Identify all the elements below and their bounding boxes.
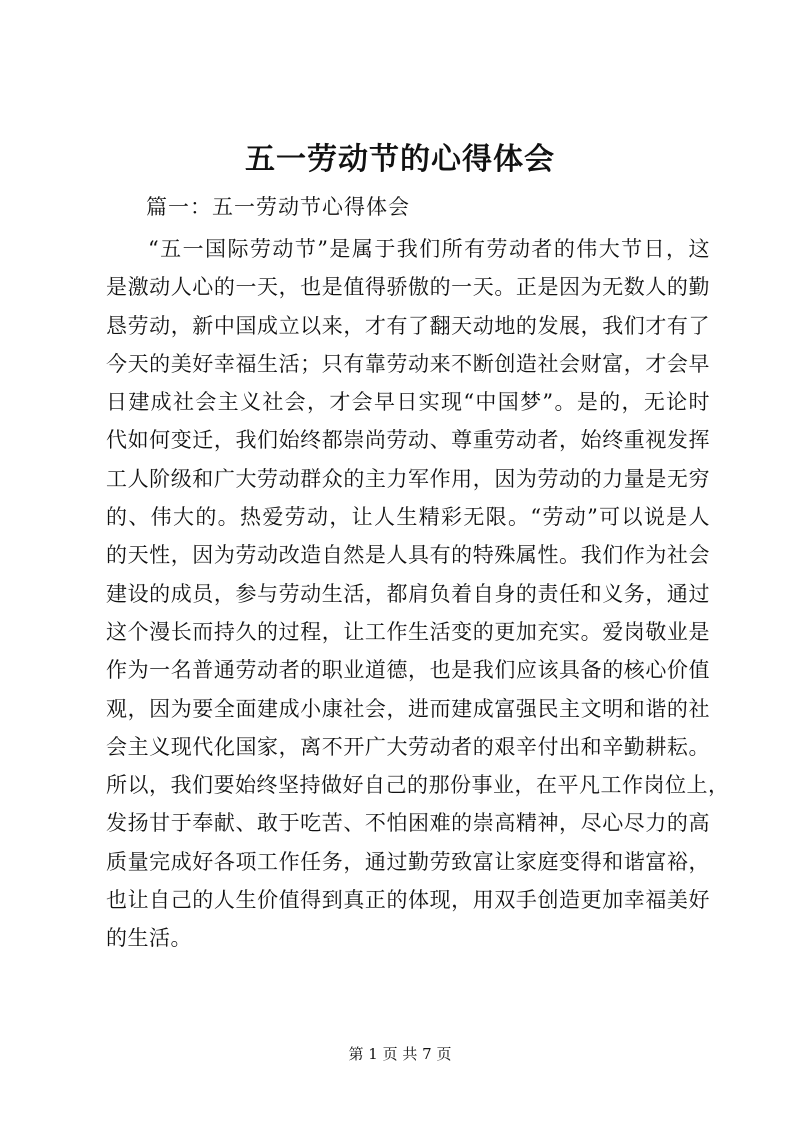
page-number-footer: 第 1 页 共 7 页: [348, 1045, 452, 1063]
section-heading: 篇一：五一劳动节心得体会: [146, 195, 410, 219]
paragraph-line: 也让自己的人生价值得到真正的体现，用双手创造更加幸福美好: [106, 888, 710, 913]
paragraph-line: 代如何变迁，我们始终都崇尚劳动、尊重劳动者，始终重视发挥: [106, 428, 710, 453]
paragraph-line: 工人阶级和广大劳动群众的主力军作用，因为劳动的力量是无穷: [106, 466, 710, 491]
body-paragraph: [106, 230, 730, 958]
paragraph-line: 是激动人心的一天，也是值得骄傲的一天。正是因为无数人的勤: [106, 275, 710, 300]
paragraph-line: 所以，我们要始终坚持做好自己的那份事业，在平凡工作岗位上，: [106, 773, 730, 798]
paragraph-line: 这个漫长而持久的过程，让工作生活变的更加充实。爱岗敬业是: [106, 619, 710, 644]
paragraph-line: 作为一名普通劳动者的职业道德，也是我们应该具备的核心价值: [106, 658, 710, 683]
paragraph-line: “五一国际劳动节”是属于我们所有劳动者的伟大节日，这: [148, 237, 710, 261]
paragraph-line: 的生活。: [106, 926, 192, 951]
paragraph-line: 今天的美好幸福生活；只有靠劳动来不断创造社会财富，才会早: [106, 351, 710, 376]
paragraph-line: 恳劳动，新中国成立以来，才有了翻天动地的发展，我们才有了: [106, 313, 710, 338]
paragraph-line: 的、伟大的。热爱劳动，让人生精彩无限。“劳动”可以说是人: [106, 505, 710, 530]
paragraph-line: 建设的成员，参与劳动生活，都肩负着自身的责任和义务，通过: [106, 581, 710, 606]
paragraph-line: 日建成社会主义社会，才会早日实现“中国梦”。是的，无论时: [106, 390, 710, 415]
paragraph-line: 观，因为要全面建成小康社会，进而建成富强民主文明和谐的社: [106, 696, 710, 721]
paragraph-line: 的天性，因为劳动改造自然是人具有的特殊属性。我们作为社会: [106, 543, 710, 568]
paragraph-line: 质量完成好各项工作任务，通过勤劳致富让家庭变得和谐富裕，: [106, 849, 710, 874]
document-title: 五一劳动节的心得体会: [245, 142, 555, 177]
paragraph-line: 发扬甘于奉献、敢于吃苦、不怕困难的崇高精神，尽心尽力的高: [106, 811, 710, 836]
paragraph-line: 会主义现代化国家，离不开广大劳动者的艰辛付出和辛勤耕耘。: [106, 734, 710, 759]
